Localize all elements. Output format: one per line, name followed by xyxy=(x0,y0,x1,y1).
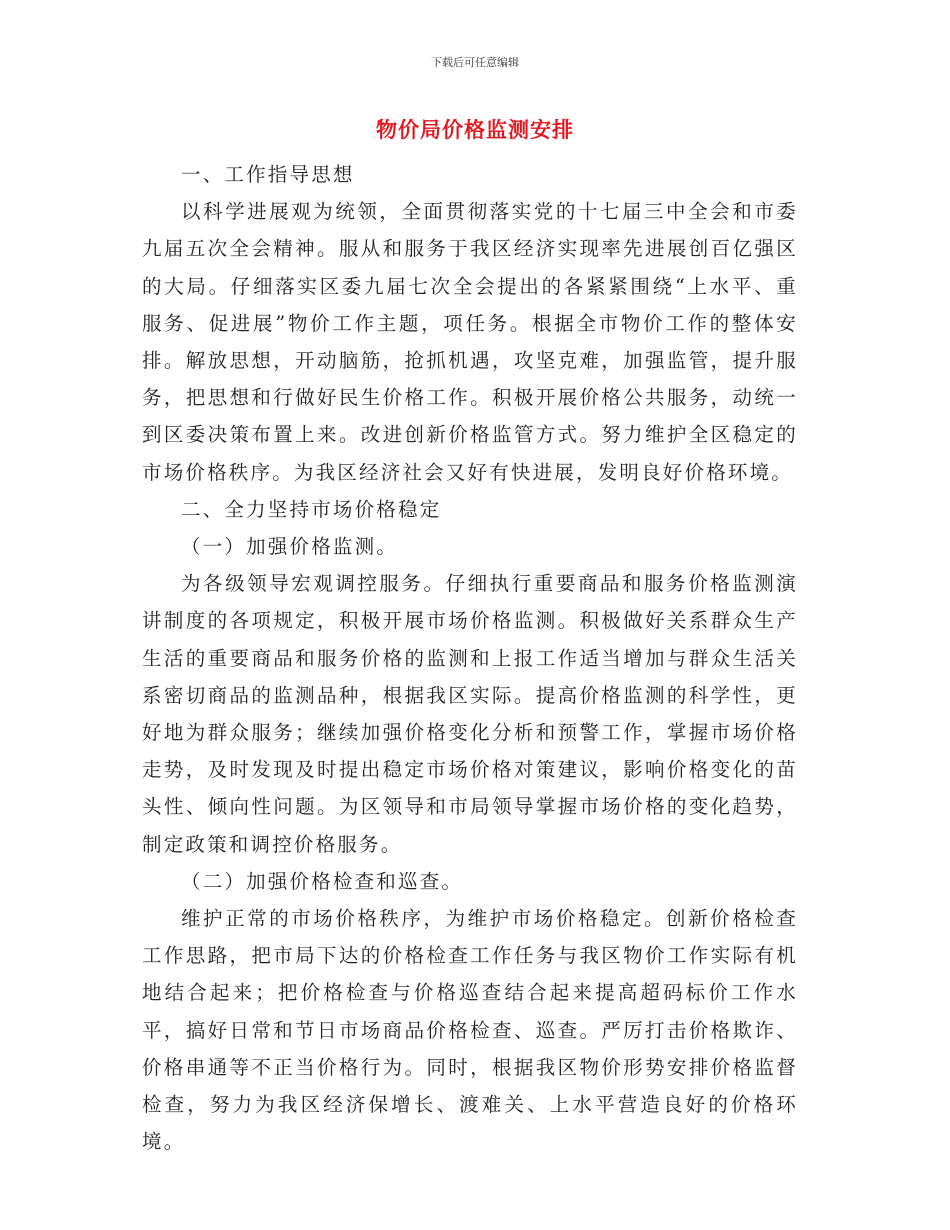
subsection-heading-price-inspection: （二）加强价格检查和巡查。 xyxy=(181,869,464,893)
document-title: 物价局价格监测安排 xyxy=(376,118,574,142)
paragraph-guiding-ideology: 以科学进展观为统领，全面贯彻落实党的十七届三中全会和市委九届五次全会精神。服从和服务于我区经济实现率先进展创百亿强区的大局。仔细落实区委九届七次全会提出的各紧紧围绕“上水平、重服务、促进展”物价工作主题，项任务。根据全市物价工作的整体安排。解放思想，开动脑筋，抢抓机遇，攻坚克难，加强监管，提升服务，把思想和行做好民生价格工作。积极开展价格公共服务，动统一到区委决策布置上来。改进创新价格监管方式。努力维护全区稳定的市场价格秩序。为我区经济社会又好有快进展，发明良好价格环境。 xyxy=(142,200,798,484)
page-header-note: 下载后可任意编辑 xyxy=(431,56,519,69)
paragraph-price-monitoring: 为各级领导宏观调控服务。仔细执行重要商品和服务价格监测演讲制度的各项规定，积极开展市场价格监测。积极做好关系群众生产生活的重要商品和服务价格的监测和上报工作适当增加与群众生活关系密切商品的监测品种，根据我区实际。提高价格监测的科学性，更好地为群众服务；继续加强价格变化分析和预警工作，掌握市场价格走势，及时发现及时提出稳定市场价格对策建议，影响价格变化的苗头性、倾向性问题。为区领导和市局领导掌握市场价格的变化趋势，制定政策和调控价格服务。 xyxy=(142,572,798,856)
section-heading-price-stability: 二、全力坚持市场价格稳定 xyxy=(181,497,442,521)
section-heading-guiding-ideology: 一、工作指导思想 xyxy=(181,163,355,186)
document-body xyxy=(142,156,798,1160)
subsection-heading-price-monitoring: （一）加强价格监测。 xyxy=(181,535,399,559)
paragraph-price-inspection: 维护正常的市场价格秩序，为维护市场价格稳定。创新价格检查工作思路，把市局下达的价格检查工作任务与我区物价工作实际有机地结合起来；把价格检查与价格巡查结合起来提高超码标价工作水平，搞好日常和节日市场商品价格检查、巡查。严厉打击价格欺诈、价格串通等不正当价格行为。同时，根据我区物价形势安排价格监督检查，努力为我区经济保增长、渡难关、上水平营造良好的价格环境。 xyxy=(142,907,798,1154)
